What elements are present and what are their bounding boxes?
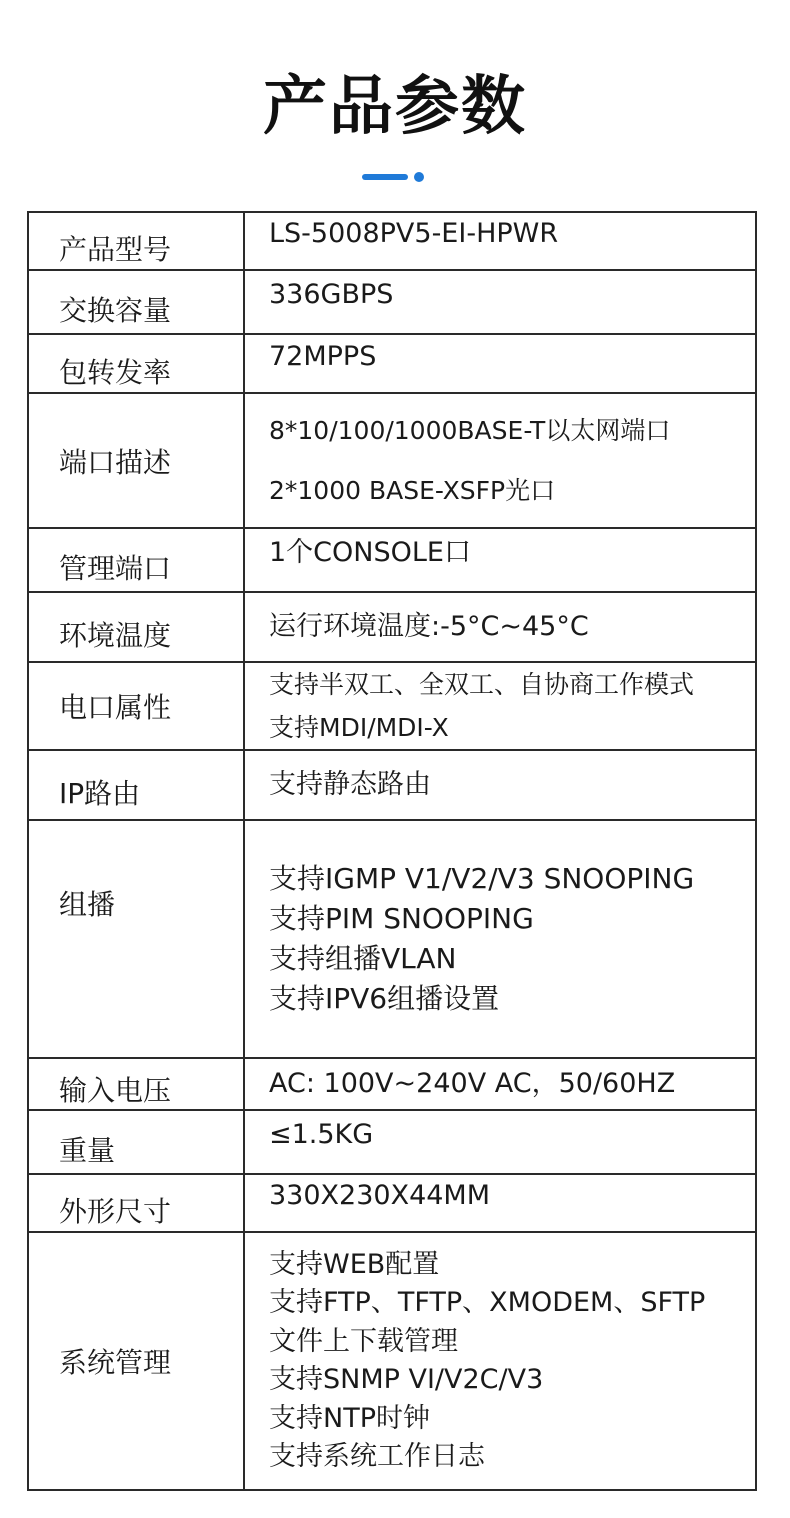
table-row xyxy=(28,1232,756,1490)
spec-value: AC: 100V~240V AC，50/60HZ xyxy=(269,1068,676,1099)
spec-value: 支持静态路由 xyxy=(269,769,431,800)
table-row xyxy=(28,750,756,820)
spec-value-cell xyxy=(244,820,756,1058)
spec-value-cell xyxy=(244,212,756,270)
spec-label-cell xyxy=(28,662,244,750)
spec-value: 72MPPS xyxy=(269,340,377,372)
spec-value-cell xyxy=(244,1110,756,1174)
spec-value: 文件上下载管理 xyxy=(269,1325,458,1357)
spec-value: LS-5008PV5-EI-HPWR xyxy=(269,218,559,249)
spec-label-cell xyxy=(28,820,244,1058)
spec-value: 支持IPV6组播设置 xyxy=(269,982,500,1015)
spec-label: 重量 xyxy=(59,1134,116,1167)
spec-value: 支持WEB配置 xyxy=(269,1248,440,1280)
table-row xyxy=(28,528,756,592)
spec-value: 支持NTP时钟 xyxy=(269,1402,430,1434)
spec-label: 环境温度 xyxy=(59,619,172,652)
spec-value: 8*10/100/1000BASE-T以太网端口 xyxy=(269,415,671,445)
spec-label: 组播 xyxy=(59,888,116,921)
spec-value-cell xyxy=(244,1174,756,1232)
accent-dot xyxy=(414,172,424,182)
spec-value-cell xyxy=(244,528,756,592)
spec-label: 系统管理 xyxy=(59,1346,172,1379)
table-row xyxy=(28,1110,756,1174)
spec-value: ≤1.5KG xyxy=(269,1119,374,1150)
spec-value-cell xyxy=(244,592,756,662)
spec-value-cell xyxy=(244,334,756,393)
spec-label-cell xyxy=(28,334,244,393)
spec-label-cell xyxy=(28,750,244,820)
spec-value: 336GBPS xyxy=(269,279,394,310)
spec-value-cell xyxy=(244,662,756,750)
spec-value-cell xyxy=(244,1232,756,1490)
spec-label: 端口描述 xyxy=(59,445,172,479)
spec-value-cell xyxy=(244,1058,756,1110)
spec-label-cell xyxy=(28,270,244,334)
spec-label: IP路由 xyxy=(59,777,141,810)
spec-value: 支持组播VLAN xyxy=(269,942,457,975)
spec-label: 外形尺寸 xyxy=(59,1195,172,1228)
spec-value-cell xyxy=(244,270,756,334)
spec-label: 电口属性 xyxy=(59,691,172,724)
table-row xyxy=(28,1174,756,1232)
spec-label-cell xyxy=(28,212,244,270)
spec-value: 支持FTP、TFTP、XMODEM、SFTP xyxy=(269,1287,706,1318)
spec-value: 运行环境温度:-5°C~45°C xyxy=(269,611,589,642)
spec-label: 管理端口 xyxy=(59,552,172,585)
table-row xyxy=(28,270,756,334)
spec-value: 支持系统工作日志 xyxy=(269,1441,485,1472)
table-row xyxy=(28,662,756,750)
spec-label-cell xyxy=(28,1232,244,1490)
spec-label: 包转发率 xyxy=(59,355,172,389)
table-row xyxy=(28,1058,756,1110)
table-row xyxy=(28,334,756,393)
spec-value: 330X230X44MM xyxy=(269,1180,491,1211)
spec-value-cell xyxy=(244,750,756,820)
spec-label: 输入电压 xyxy=(59,1074,172,1107)
spec-value: 2*1000 BASE-XSFP光口 xyxy=(269,475,556,505)
table-row xyxy=(28,592,756,662)
spec-value: 1个CONSOLE口 xyxy=(269,537,471,568)
spec-value-cell xyxy=(244,393,756,528)
spec-label-cell xyxy=(28,1110,244,1174)
page-title: 产品参数 xyxy=(263,70,527,144)
table-row xyxy=(28,212,756,270)
spec-value: 支持SNMP VI/V2C/V3 xyxy=(269,1364,544,1395)
spec-label-cell xyxy=(28,528,244,592)
spec-table xyxy=(27,211,757,1491)
spec-value: 支持PIM SNOOPING xyxy=(269,902,534,935)
spec-label: 交换容量 xyxy=(59,294,172,327)
spec-label-cell xyxy=(28,393,244,528)
spec-label-cell xyxy=(28,592,244,662)
table-row xyxy=(28,820,756,1058)
spec-label-cell xyxy=(28,1058,244,1110)
spec-label-cell xyxy=(28,1174,244,1232)
title-accent-decoration xyxy=(362,172,428,182)
accent-bar xyxy=(362,174,408,180)
spec-value: 支持IGMP V1/V2/V3 SNOOPING xyxy=(269,862,695,895)
spec-value: 支持MDI/MDI-X xyxy=(269,713,449,742)
spec-value: 支持半双工、全双工、自协商工作模式 xyxy=(269,670,695,699)
table-row xyxy=(28,393,756,528)
spec-label: 产品型号 xyxy=(59,233,172,266)
